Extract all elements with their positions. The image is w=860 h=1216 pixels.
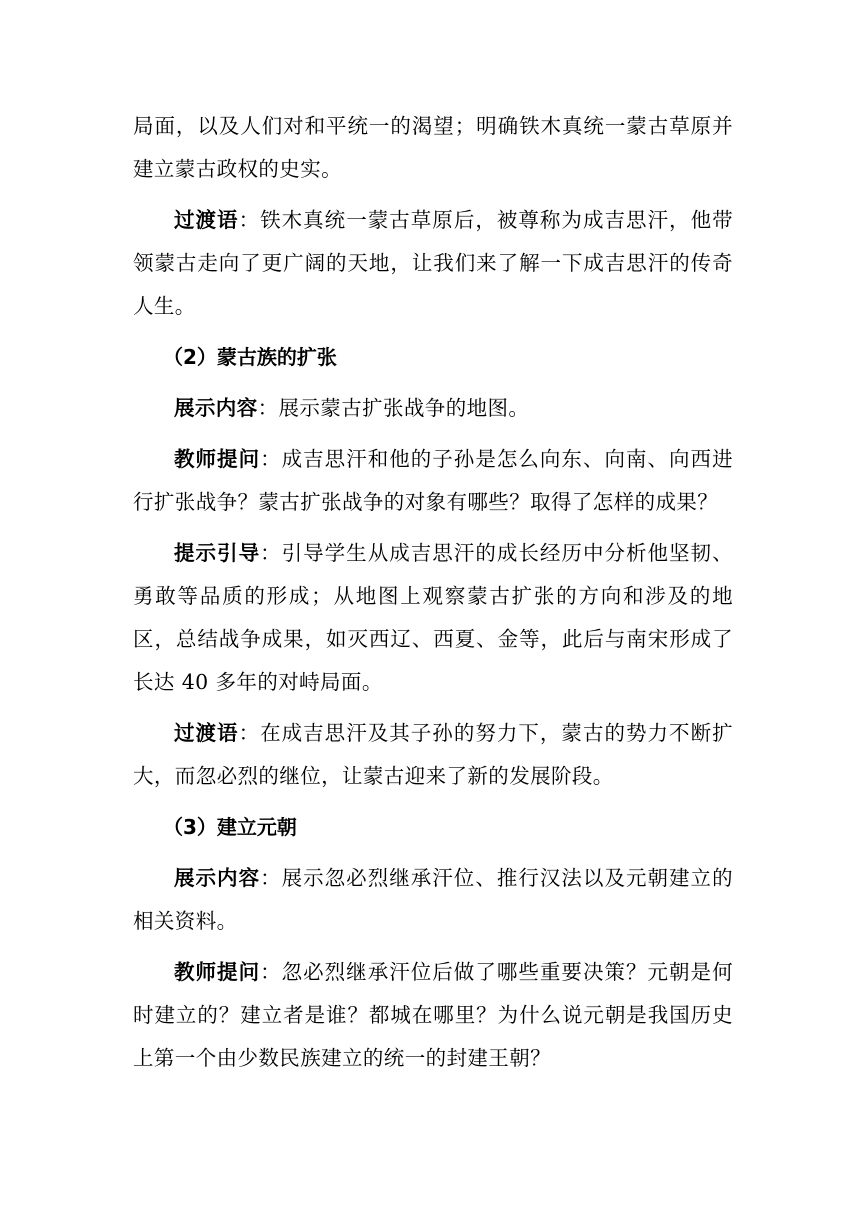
paragraph-label: 展示内容: [174, 396, 258, 420]
paragraph-text: ：成吉思汗和他的子孙是怎么向东、向南、向西进行扩张战争？蒙古扩张战争的对象有哪些？取得了怎样的成果？: [133, 447, 733, 514]
paragraph-text: ：展示忽必烈继承汗位、推行汉法以及元朝建立的相关资料。: [133, 866, 733, 933]
paragraph-display-content-1: [133, 387, 733, 430]
paragraph-display-content-2: [133, 857, 733, 943]
paragraph-teacher-question-2: [133, 951, 733, 1080]
paragraph-label: 教师提问: [174, 447, 261, 471]
paragraph-text: ：展示蒙古扩张战争的地图。: [257, 396, 530, 420]
paragraph-label: 过渡语: [174, 208, 239, 232]
paragraph-label: 过渡语: [174, 721, 239, 745]
paragraph-text: ：铁木真统一蒙古草原后，被尊称为成吉思汗，他带领蒙古走向了更广阔的天地，让我们来了解一下成吉思汗的传奇人生。: [133, 208, 733, 318]
section-heading-mongol-expansion: （2）蒙古族的扩张: [163, 345, 337, 369]
paragraph-label: 教师提问: [174, 960, 261, 984]
paragraph-guidance: [133, 532, 733, 704]
document-body: [133, 105, 733, 1080]
paragraph-intro-continuation: 局面，以及人们对和平统一的渴望；明确铁木真统一蒙古草原并建立蒙古政权的史实。: [133, 114, 733, 181]
section-heading-yuan-dynasty: （3）建立元朝: [163, 815, 297, 839]
paragraph-text: ：在成吉思汗及其子孙的努力下，蒙古的势力不断扩大，而忽必烈的继位，让蒙古迎来了新的发展阶段。: [133, 721, 733, 788]
paragraph-text: ：引导学生从成吉思汗的成长经历中分析他坚韧、勇敢等品质的形成；从地图上观察蒙古扩张的方向和涉及的地区，总结战争成果，如灭西辽、西夏、金等，此后与南宋形成了长达 40 多年的对峙局面。: [133, 541, 733, 694]
paragraph-label: 展示内容: [174, 866, 261, 890]
paragraph-label: 提示引导: [174, 541, 261, 565]
paragraph-transition-2: [133, 712, 733, 798]
paragraph-teacher-question-1: [133, 438, 733, 524]
paragraph-transition-1: [133, 199, 733, 328]
paragraph-text: ：忽必烈继承汗位后做了哪些重要决策？元朝是何时建立的？建立者是谁？都城在哪里？为什么说元朝是我国历史上第一个由少数民族建立的统一的封建王朝？: [133, 960, 733, 1070]
